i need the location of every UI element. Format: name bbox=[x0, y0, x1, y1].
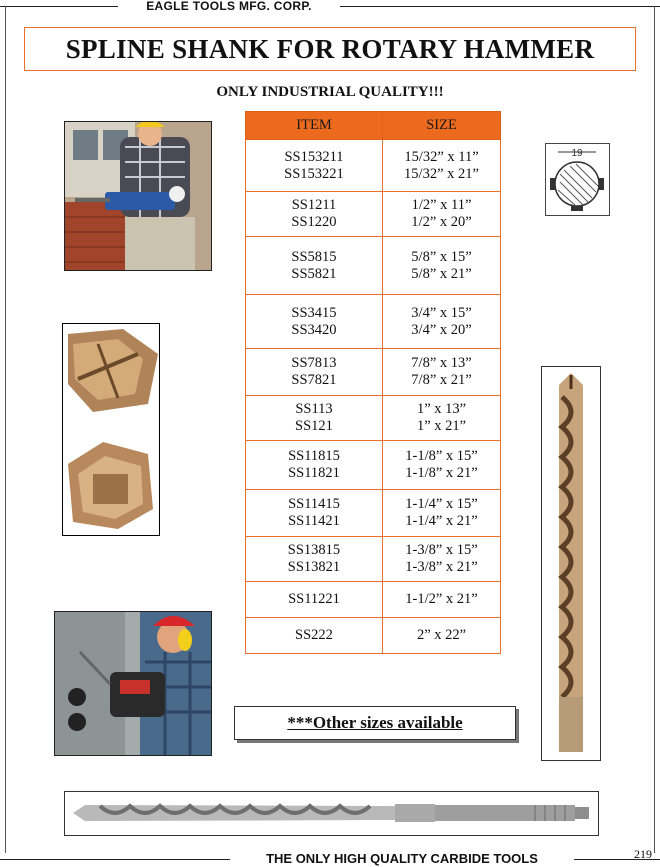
drill-bit-vertical-photo bbox=[541, 366, 601, 761]
table-row bbox=[246, 618, 501, 654]
item-cell: SS1211 SS1220 bbox=[246, 192, 383, 237]
frame-right-line bbox=[654, 6, 655, 853]
frame-left-line bbox=[5, 6, 6, 853]
column-header-size: SIZE bbox=[383, 112, 501, 140]
page-title: SPLINE SHANK FOR ROTARY HAMMER bbox=[24, 27, 636, 71]
header-rule-right bbox=[340, 6, 660, 7]
size-cell: 1-3/8” x 15” 1-3/8” x 21” bbox=[383, 537, 501, 582]
size-cell: 1-1/8” x 15” 1-1/8” x 21” bbox=[383, 441, 501, 490]
dimension-label: 19 bbox=[571, 148, 583, 159]
header-rule-left bbox=[0, 6, 118, 7]
item-cell: SS113 SS121 bbox=[246, 396, 383, 441]
worker-drilling-wall-photo bbox=[64, 121, 212, 271]
worker-drilling-wall-illustration bbox=[65, 122, 212, 271]
table-row bbox=[246, 537, 501, 582]
drill-bit-horizontal-photo bbox=[64, 791, 599, 836]
table-row bbox=[246, 490, 501, 537]
drill-bit-horizontal-illustration bbox=[65, 792, 598, 835]
table-row bbox=[246, 349, 501, 396]
size-cell: 2” x 22” bbox=[383, 618, 501, 654]
size-cell: 7/8” x 13” 7/8” x 21” bbox=[383, 349, 501, 396]
item-cell: SS11815 SS11821 bbox=[246, 441, 383, 490]
table-row bbox=[246, 140, 501, 192]
size-cell: 3/4” x 15” 3/4” x 20” bbox=[383, 295, 501, 349]
worker-drilling-concrete-illustration bbox=[55, 612, 212, 756]
item-cell: SS11221 bbox=[246, 582, 383, 618]
table-row bbox=[246, 237, 501, 295]
item-cell: SS3415 SS3420 bbox=[246, 295, 383, 349]
spline-shank-diagram bbox=[545, 143, 610, 216]
table-row bbox=[246, 441, 501, 490]
size-cell: 1-1/4” x 15” 1-1/4” x 21” bbox=[383, 490, 501, 537]
item-cell: SS7813 SS7821 bbox=[246, 349, 383, 396]
table-row bbox=[246, 295, 501, 349]
table-header-row bbox=[246, 112, 501, 140]
worker-drilling-concrete-photo bbox=[54, 611, 212, 756]
item-cell: SS11415 SS11421 bbox=[246, 490, 383, 537]
item-cell: SS153211 SS153221 bbox=[246, 140, 383, 192]
size-cell: 15/32” x 11” 15/32” x 21” bbox=[383, 140, 501, 192]
other-sizes-note: ***Other sizes available bbox=[234, 706, 516, 740]
page-subtitle: ONLY INDUSTRIAL QUALITY!!! bbox=[216, 84, 444, 100]
size-cell: 1” x 13” 1” x 21” bbox=[383, 396, 501, 441]
table-row bbox=[246, 396, 501, 441]
company-name: EAGLE TOOLS MFG. CORP. bbox=[146, 0, 312, 13]
item-cell: SS13815 SS13821 bbox=[246, 537, 383, 582]
table-row bbox=[246, 192, 501, 237]
footer-rule-left bbox=[0, 859, 230, 860]
spline-cross-section-illustration bbox=[546, 144, 609, 215]
size-cell: 5/8” x 15” 5/8” x 21” bbox=[383, 237, 501, 295]
footer-tagline: THE ONLY HIGH QUALITY CARBIDE TOOLS bbox=[266, 851, 538, 866]
carbide-tip-illustration bbox=[63, 324, 160, 536]
table-row bbox=[246, 582, 501, 618]
size-table bbox=[245, 111, 501, 654]
column-header-item: ITEM bbox=[246, 112, 383, 140]
size-cell: 1-1/2” x 21” bbox=[383, 582, 501, 618]
size-cell: 1/2” x 11” 1/2” x 20” bbox=[383, 192, 501, 237]
page-number: 219 bbox=[634, 847, 652, 861]
item-cell: SS222 bbox=[246, 618, 383, 654]
drill-bit-vertical-illustration bbox=[542, 367, 600, 760]
bit-tip-closeup-photo bbox=[62, 323, 160, 536]
item-cell: SS5815 SS5821 bbox=[246, 237, 383, 295]
